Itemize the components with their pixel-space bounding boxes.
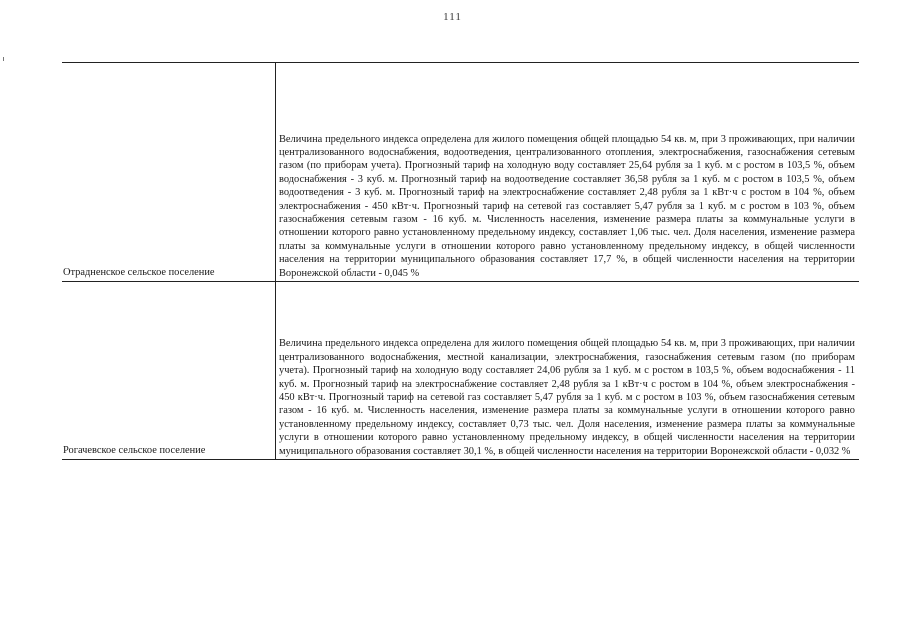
table-row	[62, 63, 859, 282]
page-number: 111	[443, 11, 462, 23]
settlement-name: Рогачевское сельское поселение	[63, 445, 206, 456]
description-cell	[276, 63, 859, 281]
settlement-name-cell	[62, 282, 276, 459]
index-description: Величина предельного индекса определена для жилого помещения общей площадью 54 кв. м, при 3 проживающих, при наличии централизованного водоснабжения, местной канализации, электроснабжения, газоснабжения сетевым газом (по приборам учета). Прогнозный тариф на холодную воду составляет 24,06 рубля за 1 куб. м с ростом в 103,5 %, объем водоснабжения - 11 куб. м. Прогнозный тариф на электроснабжение составляет 2,48 рубля за 1 кВт·ч с ростом в 104 %, объем электроснабжения - 450 кВт·ч. Прогнозный тариф на сетевой газ составляет 5,47 рубля за 1 куб. м с ростом в 103 %, объем газоснабжения сетевым газом - 16 куб. м. Численность населения, изменение размера платы за коммунальные услуги в отношении которого равно установленному предельному индексу, составляет 0,73 тыс. чел. Доля населения, изменение размера платы за коммунальные услуги в отношении которого равно установленному предельному индексу, в общей численности населения на территории муниципального образования составляет 30,1 %, в общей численности населения на территории Воронежской области - 0,032 %	[279, 338, 855, 457]
tariff-index-table	[62, 62, 859, 460]
table-row	[62, 282, 859, 460]
settlement-name: Отрадненское сельское поселение	[63, 267, 215, 278]
scan-margin-mark	[3, 57, 4, 61]
description-cell	[276, 282, 859, 459]
index-description: Величина предельного индекса определена для жилого помещения общей площадью 54 кв. м, при 3 проживающих, при наличии централизованного водоснабжения, водоотведения, централизованного отопления, электроснабжения, газоснабжения сетевым газом (по приборам учета). Прогнозный тариф на холодную воду составляет 25,64 рубля за 1 куб. м с ростом в 103,5 %, объем водоснабжения - 3 куб. м. Прогнозный тариф на водоотведение составляет 36,58 рубля за 1 куб. м с ростом в 103,5 %, объем водоотведения - 3 куб. м. Прогнозный тариф на электроснабжение составляет 2,48 рубля за 1 кВт·ч с ростом в 104 %, объем электроснабжения - 450 кВт·ч. Прогнозный тариф на сетевой газ составляет 5,47 рубля за 1 куб. м с ростом в 103 %, объем газоснабжения сетевым газом - 16 куб. м. Численность населения, изменение размера платы за коммунальные услуги в отношении которого равно установленному предельному индексу, составляет 1,06 тыс. чел. Доля населения, изменение размера платы за коммунальные услуги в отношении которого равно установленному предельному индексу, в общей численности населения на территории муниципального образования составляет 17,7 %, в общей численности населения на территории Воронежской области - 0,045 %	[279, 133, 855, 279]
settlement-name-cell	[62, 63, 276, 281]
